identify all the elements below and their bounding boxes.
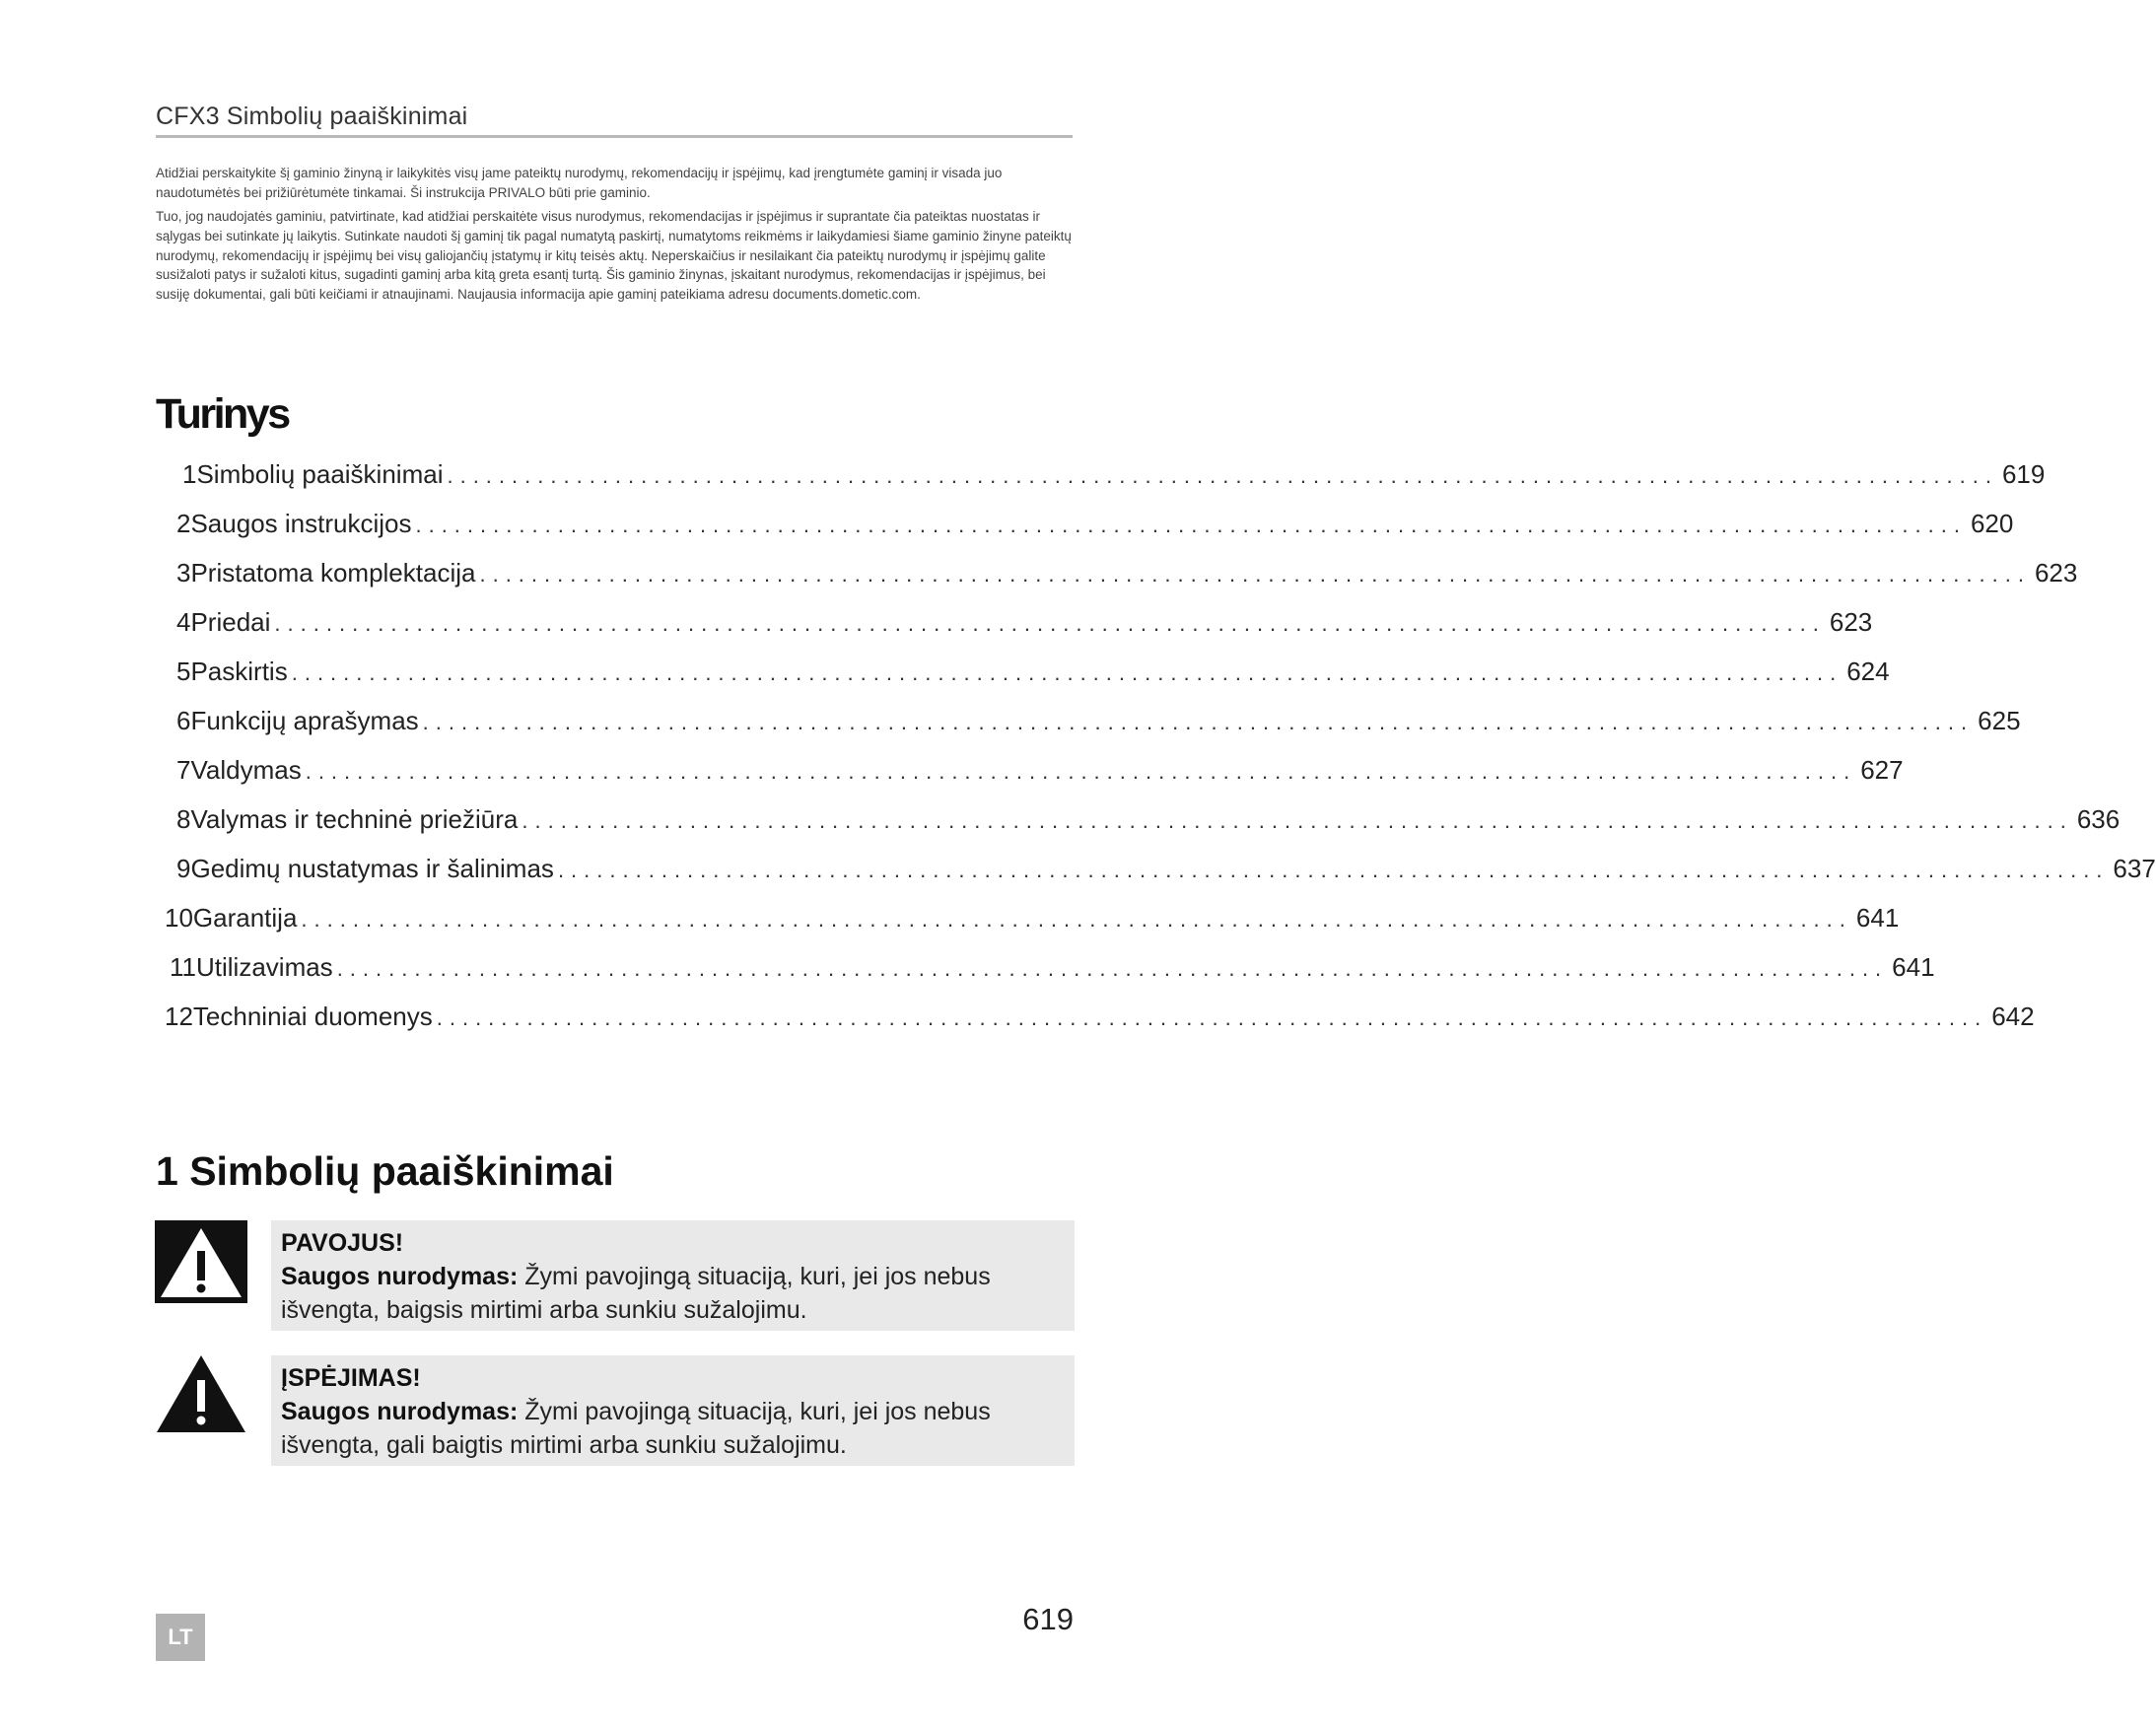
toc-title: Turinys <box>156 390 289 438</box>
toc-item-7[interactable] <box>176 755 1904 787</box>
toc-item-number: 2 <box>176 509 191 538</box>
toc-item-number: 7 <box>176 755 191 785</box>
toc-item-number: 6 <box>176 706 191 735</box>
toc-item-label: Techniniai duomenys <box>192 1002 433 1031</box>
notice-text: Žymi pavojingą situaciją, kuri, jei jos nebus išvengta, gali baigtis mirtimi arba sunkiu sužalojimu. <box>281 1398 991 1459</box>
warning-notice <box>271 1355 1075 1466</box>
toc-item-label: Gedimų nustatymas ir šalinimas <box>190 854 554 883</box>
toc-item-number: 10 <box>165 903 193 933</box>
toc-leader-dots: ........................................................................................................................ <box>274 611 1826 636</box>
toc-item-page: 637 <box>2113 854 2156 883</box>
toc-item-number: 12 <box>165 1002 193 1031</box>
page-header-title: CFX3 Simbolių paaiškinimai <box>156 103 468 130</box>
toc-item-label: Paskirtis <box>190 657 288 686</box>
intro-paragraph-1: Atidžiai perskaitykite šį gaminio žinyną ir laikykitės visų jame pateiktų nurodymų, rekomendacijų ir įspėjimų, kad įrengtumėte gaminį ir visada juo naudotumėtės bei prižiūrėtumėte tinkamai. Ši instrukcija PRIVALO būti prie gaminio. <box>156 166 1003 200</box>
toc-item-number: 11 <box>170 952 196 982</box>
toc-item-page: 620 <box>1970 509 2014 538</box>
toc-leader-dots: ........................................................................................................................ <box>522 808 2073 833</box>
toc-item-page: 625 <box>1978 706 2021 735</box>
toc-item-page: 619 <box>2001 459 2046 489</box>
toc-item-number: 1 <box>182 459 197 489</box>
notice-body <box>281 1395 1065 1462</box>
toc-item-page: 636 <box>2076 804 2121 834</box>
toc-item-number: 9 <box>176 854 191 883</box>
toc-item-number: 3 <box>176 558 191 588</box>
toc-item-11[interactable] <box>170 952 1935 984</box>
language-badge: LT <box>156 1614 205 1661</box>
danger-notice <box>271 1220 1075 1331</box>
toc-item-5[interactable] <box>176 657 1890 688</box>
toc-item-label: Valdymas <box>190 755 302 785</box>
toc-item-page: 641 <box>1855 903 1900 933</box>
toc-item-number: 5 <box>176 657 191 686</box>
toc-leader-dots: ........................................................................................................................ <box>422 710 1975 734</box>
toc-item-10[interactable] <box>165 903 1900 934</box>
toc-item-8[interactable] <box>176 804 2121 836</box>
danger-warning-icon <box>155 1220 247 1303</box>
toc-leader-dots: ........................................................................................................................ <box>305 759 1857 784</box>
notice-body <box>281 1260 1065 1327</box>
toc-item-page: 627 <box>1860 755 1904 785</box>
toc-item-6[interactable] <box>176 706 2021 737</box>
toc-item-number: 8 <box>176 804 191 834</box>
toc-item-number: 4 <box>176 607 191 637</box>
toc-leader-dots: ........................................................................................................................ <box>301 907 1852 932</box>
toc-item-12[interactable] <box>165 1002 2035 1033</box>
toc-leader-dots: ........................................................................................................................ <box>415 513 1967 537</box>
toc-item-page: 641 <box>1892 952 1935 982</box>
intro-paragraph-2: Tuo, jog naudojatės gaminiu, patvirtinate, kad atidžiai perskaitėte visus nurodymus, rekomendacijas ir įspėjimus ir suprantate čia pateiktas nuostatas ir sąlygas bei sutinkate jų laikytis. Sutinkate naudoti šį gaminį tik pagal numatytą paskirtį, numatytoms reikmėms ir laikydamiesi šiame gaminio žinyne pateiktų nurodymų, rekomendacijų ir įspėjimų bei visų galiojančių įstatymų ir kitų teisės aktų. Neperskaičius ir nesilaikant čia pateiktų nurodymų ir įspėjimų galite susižaloti patys ir sužaloti kitus, sugadinti gaminį arba kitą greta esantį turtą. Šis gaminio žinynas, įskaitant nurodymus, rekomendacijas ir įspėjimus, bei susiję dokumentai, gali būti keičiami ir atnaujinami. Naujausia informacija apie gaminį pateikiama adresu documents.dometic.com. <box>156 209 1072 303</box>
section-title: 1 Simbolių paaiškinimai <box>156 1148 614 1194</box>
toc-item-label: Priedai <box>190 607 271 637</box>
intro-block <box>156 164 1073 203</box>
toc-leader-dots: ........................................................................................................................ <box>436 1005 1988 1030</box>
toc-item-label: Valymas ir techninė priežiūra <box>190 804 519 834</box>
intro-block-2 <box>156 207 1073 305</box>
toc-item-1[interactable] <box>182 459 2046 491</box>
notice-lead: Saugos nurodymas: <box>281 1263 519 1290</box>
toc-item-9[interactable] <box>176 854 2156 885</box>
toc-item-page: 623 <box>1829 607 1873 637</box>
toc-leader-dots: ........................................................................................................................ <box>447 463 1998 488</box>
toc-item-label: Pristatoma komplektacija <box>190 558 476 588</box>
toc-item-label: Utilizavimas <box>196 952 333 982</box>
header-divider <box>156 135 1073 138</box>
toc-item-2[interactable] <box>176 509 2014 540</box>
warning-triangle-icon <box>155 1353 247 1436</box>
toc-item-label: Saugos instrukcijos <box>190 509 412 538</box>
toc-item-page: 624 <box>1846 657 1890 686</box>
toc-item-label: Garantija <box>192 903 298 933</box>
toc-item-label: Funkcijų aprašymas <box>190 706 419 735</box>
notice-heading: ĮSPĖJIMAS! <box>281 1364 421 1392</box>
toc-item-label: Simbolių paaiškinimai <box>196 459 444 489</box>
toc-item-page: 642 <box>1991 1002 2035 1031</box>
notice-lead: Saugos nurodymas: <box>281 1398 519 1425</box>
notice-heading: PAVOJUS! <box>281 1229 404 1257</box>
toc-leader-dots: ........................................................................................................................ <box>336 956 1889 981</box>
toc-leader-dots: ........................................................................................................................ <box>557 858 2110 882</box>
toc-item-3[interactable] <box>176 558 2078 589</box>
toc-leader-dots: ........................................................................................................................ <box>291 660 1843 685</box>
toc-leader-dots: ........................................................................................................................ <box>479 562 2031 587</box>
notice-text: Žymi pavojingą situaciją, kuri, jei jos nebus išvengta, baigsis mirtimi arba sunkiu sužalojimu. <box>281 1263 991 1324</box>
page-number: 619 <box>1022 1602 1074 1636</box>
toc-item-4[interactable] <box>176 607 1873 639</box>
toc-item-page: 623 <box>2034 558 2078 588</box>
